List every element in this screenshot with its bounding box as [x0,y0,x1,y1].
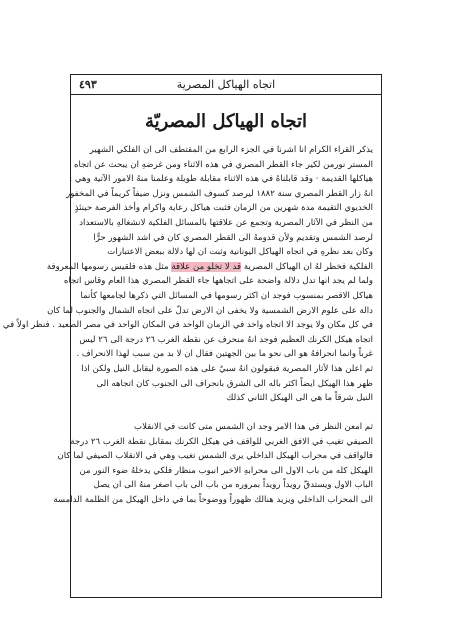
text-line: فالواقف في محراب الهيكل الداخلي يرى الشمس تغيب وهي في الانقلاب الصيفي لما كان [57,451,373,462]
text-line: الهيكل كله من باب الاول الى محرابهِ الاخير انبوب منظار فلكي يدخلهُ ضوء النور من [79,465,373,476]
text-line: ظهر هذا الهيكل ايضاً اكثر باله الى الشرق بانحراف الى الجنوب كان اتجاهه الى [96,378,373,389]
text-line: انهُ زار القطر المصري سنة ١٨٨٢ ليرصد كسوف الشمس ونزل ضيفاً كريماً في المخفور [66,188,373,199]
text-line: النيل شرقاً ما هي الى الهيكل الثاني كذلك [226,393,373,404]
text-line: الى المحراب الداخلي ويزيد هنالك ظهوراً ووضوحاً بما في داخل الهيكل من الظلمة الدامسة [53,494,373,505]
text-line: الخديوي التقيمة مدة شهرين من الزمان فثبت هياكل رعاية واكرام وأخذ الفرصة حينئذٍ [74,203,373,214]
text-line: يذكر القراء الكرام انا اشرنا في الجزء الرابع من المقتطف الى ان الفلكي الشهير [89,145,373,155]
page-frame [2,74,382,598]
text-line: وكان بعد نظرهِ في اتجاه الهياكل اليونانية وثبت ان لها دلالة ببعض الاعتبارات [107,247,373,258]
highlighted-phrase: قد لا تخلو من علاقة [171,261,242,272]
text-line: من النظر في الآثار المصرية وتجمع عن علاقتها بالمسائل الفلكية لانشغالهِ بالاستعداد [79,217,373,228]
text-line-highlighted [46,260,373,275]
text-line: هياكلها القديمة · وقد قابلناهُ في هذه الاثناء مقابلة طويلة وعلمنا منهُ الامور الآتية وهي : [69,174,373,185]
text-line: الصيفي تغيب في الافق الغربي للواقف في هيكل الكرنك بمقابل نقطة الغرب ٢٦ درجة [70,436,373,447]
text-segment: مثل هذه فلقيس رسومها المعروفة [46,261,172,272]
text-line: لرصد الشمس وتقديم ولأن قدومهُ الى القطر المصري كان في اشد الشهور حرًّا [93,232,373,243]
text-line: في كل مكان ولا يوجد الا اتجاه واحد في الزمان الواحد في المكان الواحد في مصر الصعيد . فنظر اولاً في [2,320,373,331]
text-line: هياكل الاقصر بمنسوب فوجد ان اكثر رسومها في المسائل التي ذكرها لجامعها كأنما [80,290,373,301]
article-title: اتجاه الهياكل المصريّة [144,111,308,132]
page-number: ٤٩٣ [79,78,97,91]
text-line: ثم امعن النظر في هذا الامر وجد ان الشمس متى كانت في الانقلاب [134,422,373,432]
text-segment: الفلكية فخطر لهُ ان الهياكل المصرية [241,261,373,272]
body-text-section-2 [53,420,373,590]
body-text-section-1 [2,143,373,413]
text-line: ثم اعلن هذا لأثار المصرية فبقولون انهُ سبيٌ على هذه الصورة ليقابل النيل ولكن اذا [81,363,373,374]
text-line: ولما لم يجد انها تدل دلالة واضحة على اتجاهها جاء القطر المصري هذا العام وقاس اتجاه [63,276,373,287]
text-line: الباب الاول ويستدقّ رويداً رويداً بمروره من باب الى باب اصغر منهُ الى ان يصل [93,480,373,491]
text-line: غرباً وانما انحرافهُ هو الى نحو ما بين الجهتين فقال ان لا بد من سبب لهذا الانحراف . [76,349,373,360]
page-header [71,75,381,95]
running-head: اتجاه الهياكل المصرية [176,78,276,91]
text-line: اتجاه هيكل الكرنك العظيم فوجد انهُ منحرف عن نقطة الغرب ٢٦ درجة الى ٢٦ ليس [79,334,373,345]
text-line: دالة على علوم الارض الشمسية ولا يخفى ان الارض تدلّ على اتجاه الشمال والجنوب لما كان [47,305,373,316]
text-line: المستر نورمن لكير جاء القطر المصري في هذه الاثناء ومن غرضهِ ان يبحث عن اتجاه [73,159,373,170]
